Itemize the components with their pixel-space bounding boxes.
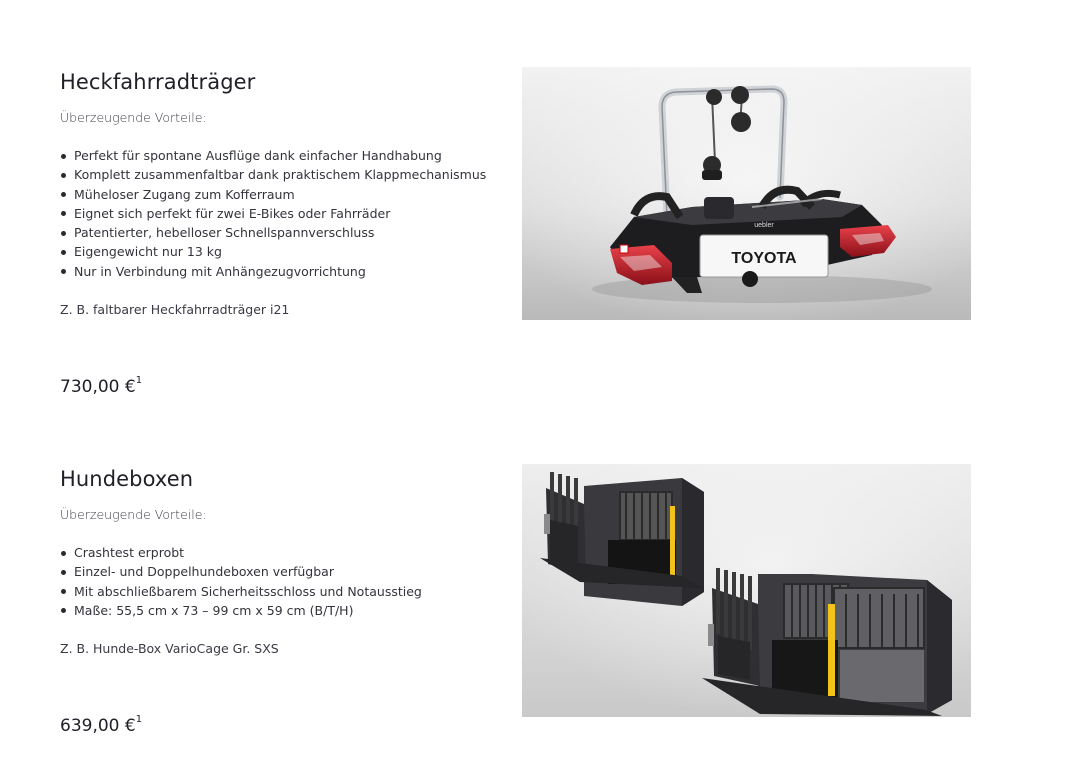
price (60, 377, 142, 397)
feature-item: Nur in Verbindung mit Anhängezugvorrichtung (60, 262, 486, 281)
feature-item: Patentierter, hebelloser Schnellspannverschluss (60, 223, 486, 242)
feature-item: Eignet sich perfekt für zwei E-Bikes oder Fahrräder (60, 204, 486, 223)
feature-list (60, 543, 422, 620)
bike-carrier-image (522, 67, 971, 320)
feature-item: Müheloser Zugang zum Kofferraum (60, 185, 486, 204)
feature-item: Perfekt für spontane Ausflüge dank einfacher Handhabung (60, 146, 486, 165)
product-title: Hundeboxen (60, 467, 194, 491)
dog-box-image (522, 464, 971, 717)
feature-item: Komplett zusammenfaltbar dank praktischem Klappmechanismus (60, 165, 486, 184)
plate-text: TOYOTA (731, 250, 797, 267)
benefits-intro: Überzeugende Vorteile: (60, 507, 207, 522)
feature-item: Eigengewicht nur 13 kg (60, 242, 486, 261)
product-title: Heckfahrradträger (60, 70, 256, 94)
feature-item: Maße: 55,5 cm x 73 – 99 cm x 59 cm (B/T/H) (60, 601, 422, 620)
product-dog-boxes (0, 420, 1070, 782)
feature-item: Crashtest erprobt (60, 543, 422, 562)
example-product: Z. B. Hunde-Box VarioCage Gr. SXS (60, 641, 279, 656)
price (60, 716, 142, 736)
brand-text: uebler (754, 222, 774, 229)
feature-list (60, 146, 486, 281)
price-value: 730,00 € (60, 377, 136, 397)
price-footnote: 1 (135, 714, 143, 726)
price-value: 639,00 € (60, 716, 136, 736)
feature-item: Einzel- und Doppelhundeboxen verfügbar (60, 562, 422, 581)
example-product: Z. B. faltbarer Heckfahrradträger i21 (60, 302, 290, 317)
price-footnote: 1 (135, 375, 143, 387)
feature-item: Mit abschließbarem Sicherheitsschloss und Notausstieg (60, 582, 422, 601)
benefits-intro: Überzeugende Vorteile: (60, 110, 207, 125)
